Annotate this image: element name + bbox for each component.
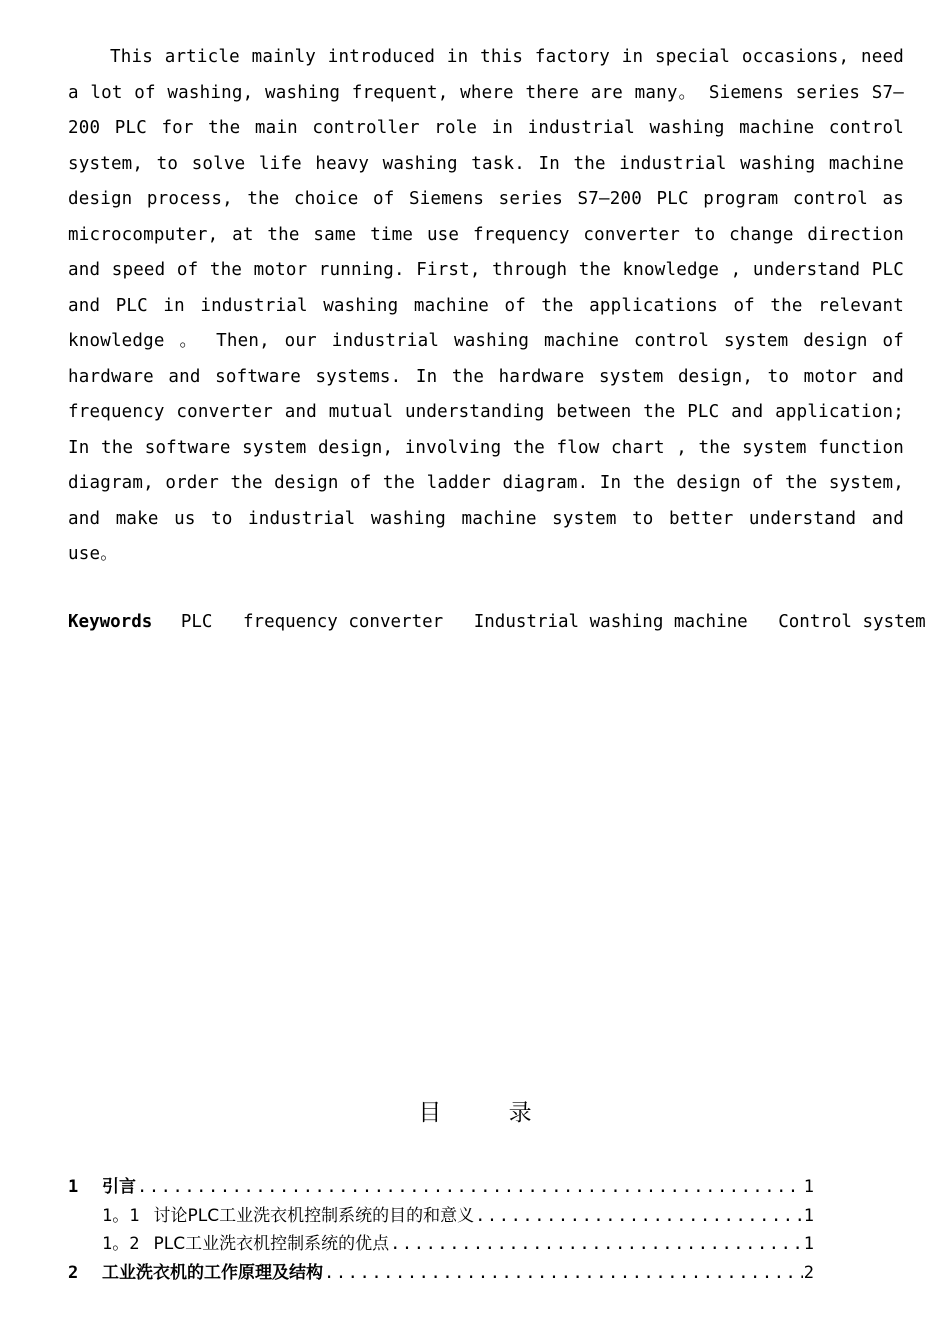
toc-entry-title: 引言 — [102, 1177, 136, 1197]
toc-entry-page: 1 — [803, 1205, 814, 1226]
toc-entry-page: 1 — [803, 1177, 814, 1197]
toc-entry[interactable] — [68, 1202, 814, 1231]
keyword-item: Control system — [778, 612, 926, 632]
toc-leader-dots — [390, 1230, 803, 1259]
toc-entry-number: 2 — [68, 1263, 79, 1284]
abstract-paragraph: This article mainly introduced in this factory in special occasions, need a lot of washing, washing frequent, where there are many。 Siemens series S7—200 PLC for the main controller role in industrial washing machine control system, to solve life heavy washing task. In the industrial washing machine design process, the choice of Siemens series S7—200 PLC program control as microcomputer, at the same time use frequency converter to change direction and speed of the motor running. First, through the knowledge , understand PLC and PLC in industrial washing machine of the applications of the relevant knowledge 。 Then, our industrial washing machine control system design of hardware and software systems. In the hardware system design, to motor and frequency converter and mutual understanding between the PLC and application; In the software system design, involving the flow chart , the system function diagram, order the design of the ladder diagram. In the design of the system, and make us to industrial washing machine system to better understand and use。 — [68, 47, 904, 564]
keyword-item: frequency converter — [243, 612, 444, 632]
toc-entry-title: 工业洗衣机的工作原理及结构 — [102, 1263, 323, 1284]
toc-entry-number: 1 — [68, 1177, 79, 1197]
table-of-contents — [68, 1173, 814, 1288]
toc-entry[interactable] — [68, 1173, 814, 1202]
toc-entry-title: PLC工业洗衣机控制系统的优点 — [153, 1234, 390, 1255]
keywords-label: Keywords — [68, 612, 153, 632]
toc-entry[interactable] — [68, 1230, 814, 1259]
toc-entry-page: 2 — [803, 1263, 814, 1284]
keyword-item: PLC — [180, 612, 213, 632]
keywords-list — [181, 612, 946, 632]
toc-entry-number: 1。2 — [102, 1234, 140, 1255]
keywords-line — [68, 608, 946, 636]
toc-leader-dots — [324, 1259, 803, 1288]
toc-leader-dots — [475, 1202, 803, 1231]
toc-leader-dots — [137, 1173, 803, 1202]
keyword-item: Industrial washing machine — [473, 612, 748, 632]
toc-title: 目 录 — [418, 1100, 562, 1126]
toc-entry-page: 1 — [803, 1234, 814, 1255]
toc-entry[interactable] — [68, 1259, 814, 1288]
toc-entry-title: 讨论PLC工业洗衣机控制系统的目的和意义 — [153, 1205, 475, 1226]
toc-entry-number: 1。1 — [102, 1205, 140, 1226]
